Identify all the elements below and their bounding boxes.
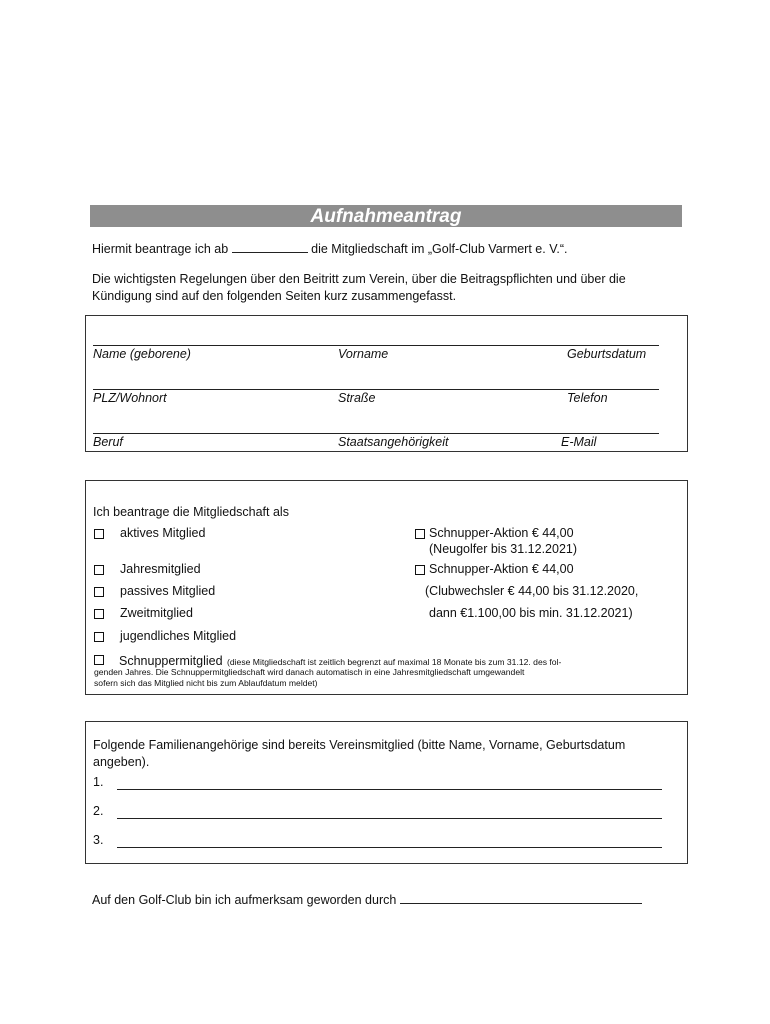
membership-heading: Ich beantrage die Mitgliedschaft als [93, 505, 289, 519]
option-schnupper-clubwechsler: Schnupper-Aktion € 44,00 [429, 562, 574, 576]
address-line[interactable] [93, 389, 659, 390]
label-vorname: Vorname [338, 347, 389, 361]
page-title: Aufnahmeantrag [90, 205, 682, 227]
family-line-2[interactable] [117, 818, 662, 819]
option-passiv: passives Mitglied [120, 584, 216, 598]
family-box [85, 721, 688, 864]
family-line-1[interactable] [117, 789, 662, 790]
option-aktiv: aktives Mitglied [120, 526, 206, 540]
checkbox-jahres[interactable] [94, 565, 104, 575]
checkbox-schnupper[interactable] [94, 655, 104, 665]
job-line[interactable] [93, 433, 659, 434]
checkbox-passiv[interactable] [94, 587, 104, 597]
label-email: E-Mail [561, 435, 597, 449]
option-clubwechsler-note2: dann €1.100,00 bis min. 31.12.2021) [429, 606, 633, 620]
checkbox-jugend[interactable] [94, 632, 104, 642]
start-date-field[interactable] [232, 252, 308, 253]
option-clubwechsler-note1: (Clubwechsler € 44,00 bis 31.12.2020, [425, 584, 639, 598]
option-jahres: Jahresmitglied [120, 562, 201, 576]
family-item-3-number: 3. [93, 833, 104, 847]
option-jugend: jugendliches Mitglied [120, 629, 237, 643]
family-line-3[interactable] [117, 847, 662, 848]
attention-line [92, 892, 692, 909]
attention-field[interactable] [400, 903, 642, 904]
intro-start: Hiermit beantrage ich ab [92, 242, 229, 256]
label-beruf: Beruf [93, 435, 123, 449]
label-name: Name (geborene) [93, 347, 191, 361]
option-schnupper: Schnuppermitglied [119, 654, 223, 668]
attention-label: Auf den Golf-Club bin ich aufmerksam geworden durch [92, 893, 397, 907]
option-schnupper-neugolfer: Schnupper-Aktion € 44,00 [429, 526, 574, 540]
label-telefon: Telefon [567, 391, 608, 405]
checkbox-schnupper-clubwechsler[interactable] [415, 565, 425, 575]
family-item-2-number: 2. [93, 804, 104, 818]
checkbox-aktiv[interactable] [94, 529, 104, 539]
intro-end: die Mitgliedschaft im „Golf-Club Varmert e. V.“. [311, 242, 568, 256]
personal-data-box [85, 315, 688, 452]
label-plz: PLZ/Wohnort [93, 391, 167, 405]
label-staat: Staatsangehörigkeit [338, 435, 449, 449]
option-zweit: Zweitmitglied [120, 606, 193, 620]
schnupper-note-3: sofern sich das Mitglied nicht bis zum Ablaufdatum meldet) [94, 678, 318, 688]
name-line[interactable] [93, 345, 659, 346]
intro-line [92, 241, 692, 258]
schnupper-note-1: (diese Mitgliedschaft ist zeitlich begrenzt auf maximal 18 Monate bis zum 31.12. des fol- [227, 657, 562, 667]
family-heading: Folgende Familienangehörige sind bereits Vereinsmitglied (bitte Name, Vorname, Geburtsdatum angeben). [93, 738, 626, 769]
family-item-1-number: 1. [93, 775, 104, 789]
option-schnupper-neugolfer-note: (Neugolfer bis 31.12.2021) [429, 542, 578, 556]
checkbox-zweit[interactable] [94, 609, 104, 619]
checkbox-schnupper-neugolfer[interactable] [415, 529, 425, 539]
label-strasse: Straße [338, 391, 376, 405]
schnupper-note-2: genden Jahres. Die Schnuppermitgliedschaft wird danach automatisch in eine Jahresmitgliedschaft umgewandelt [94, 667, 525, 677]
membership-box [85, 480, 688, 695]
intro-paragraph: Die wichtigsten Regelungen über den Beitritt zum Verein, über die Beitragspflichten und über die Kündigung sind auf den folgenden Seiten kurz zusammengefasst. [92, 272, 626, 303]
label-geburtsdatum: Geburtsdatum [567, 347, 647, 361]
